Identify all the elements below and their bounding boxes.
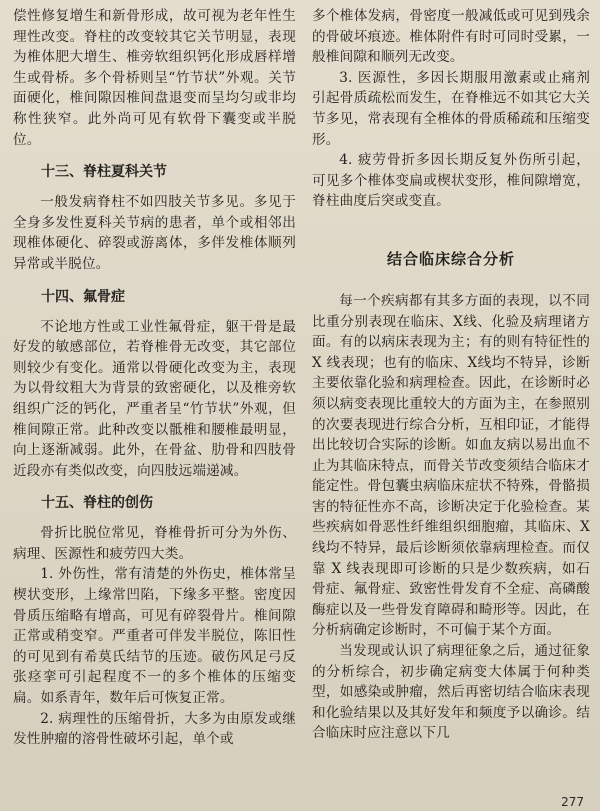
page-number: 277 (561, 795, 584, 809)
paragraph-intro: 偿性修复增生和新骨形成，故可视为老年性生理性改变。脊柱的改变较其它关节明显，表现为椎体肥大增生、椎旁软组织钙化形成唇样增生或骨桥。多个骨桥则呈“竹节状”外观。关节面硬化，椎间隙因椎间盘退变而呈均匀或非均称性狭窄。此外尚可见有软骨下囊变或半脱位。 (13, 8, 296, 148)
heading-spine-charcot-joint: 十三、脊柱夏科关节 (41, 164, 167, 181)
paragraph-trauma-2: 2. 病理性的压缩骨折，大多为由原发或继发性肿瘤的溶骨性破坏引起，单个或 (13, 710, 296, 748)
paragraph-diagnosis: 当发现或认识了病理征象之后，通过征象的分析综合，初步确定病变大体属于何种类型，如感染或肿瘤，然后再密切结合临床表现和化验结果以及其好发年和频度予以确诊。结合临床时应注意以下几 (312, 643, 590, 742)
heading-spine-trauma: 十五、脊柱的创伤 (41, 495, 153, 512)
paragraph-analysis: 每一个疾病都有其多方面的表现，以不同比重分别表现在临床、X线、化验及病理诸方面。有的以病床表现为主；有的则有特征性的 X 线表现；也有的临床、X线均不特异，诊断主要依靠化验和病理检查。因此，在诊断时必须以病变表现比重较大的方面为主，在参照别的次要表现进行综合分析，互相印证，才能得出比较切合实际的诊断。如血友病以易出血不止为其临床特点，而骨关节改变须结合临床才能定性。骨包囊虫病临床症状不特殊，骨骼损害的特征性亦不高，诊断决定于化验检查。某些疾病如骨恶性纤维组织细胞瘤，其临床、X 线均不特异，最后诊断须依靠病理检查。而仅靠 X 线表现即可诊断的只是少数疾病，如石骨症、氟骨症、致密性骨发育不全症、高磷酸酶症以及一些骨发育障碍和畸形等。因此，在分析病确定诊断时，不可偏于某个方面。 (312, 292, 590, 639)
paragraph-charcot: 一般发病脊柱不如四肢关节多见。多见于全身多发性夏科关节病的患者，单个或相邻出现椎体硬化、碎裂或游离体，多伴发椎体顺列异常或半脱位。 (13, 194, 296, 272)
right-column (312, 6, 590, 744)
paragraph-iatrogenic: 3. 医源性，多因长期服用激素或止痛剂引起骨质疏松而发生，在脊椎远不如其它大关节多见，常表现有全椎体的骨质稀疏和压缩变形。 (312, 69, 590, 148)
left-column (13, 6, 296, 750)
heading-fluorosis: 十四、氟骨症 (41, 288, 125, 305)
paragraph-trauma-intro: 骨折比脱位常见，脊椎骨折可分为外伤、病理、医源性和疲劳四大类。 (13, 525, 296, 562)
section-title: 结合临床综合分析 (386, 249, 515, 268)
paragraph-fatigue: 4. 疲劳骨折多因长期反复外伤所引起，可见多个椎体变扁或楔状变形，椎间隙增宽，脊柱曲度后突或变直。 (312, 152, 590, 210)
paragraph-trauma-1: 1. 外伤性，常有清楚的外伤史，椎体常呈楔状变形，上缘常凹陷，下缘多平整。密度因骨质压缩略有增高，可见有碎裂骨片。椎间隙正常或稍变窄。严重者可伴发半脱位，陈旧性的可见到有希莫氏结节的压迹。破伤风足弓反张痉挛可引起程度不一的多个椎体的压缩变扁。如系青年，数年后可恢复正常。 (13, 566, 296, 707)
paragraph-continuation: 多个椎体发病，骨密度一般减低或可见到残余的骨破坏痕迹。椎体附件有时可同时受累，一般椎间隙和顺列无改变。 (312, 8, 590, 66)
paragraph-fluorosis: 不论地方性或工业性氟骨症，躯干骨是最好发的敏感部位，若脊椎骨无改变，其它部位则较少有变化。通常以骨硬化改变为主，表现为以骨纹粗大为背景的致密硬化，以及椎旁软组织广泛的钙化，严重者呈“竹节状”外观，但椎间隙正常。此种改变以骶椎和腰椎最明显，向上逐渐减弱。此外，在骨盆、肋骨和四肢骨近段亦有类似改变，向四肢远端递减。 (13, 318, 296, 479)
